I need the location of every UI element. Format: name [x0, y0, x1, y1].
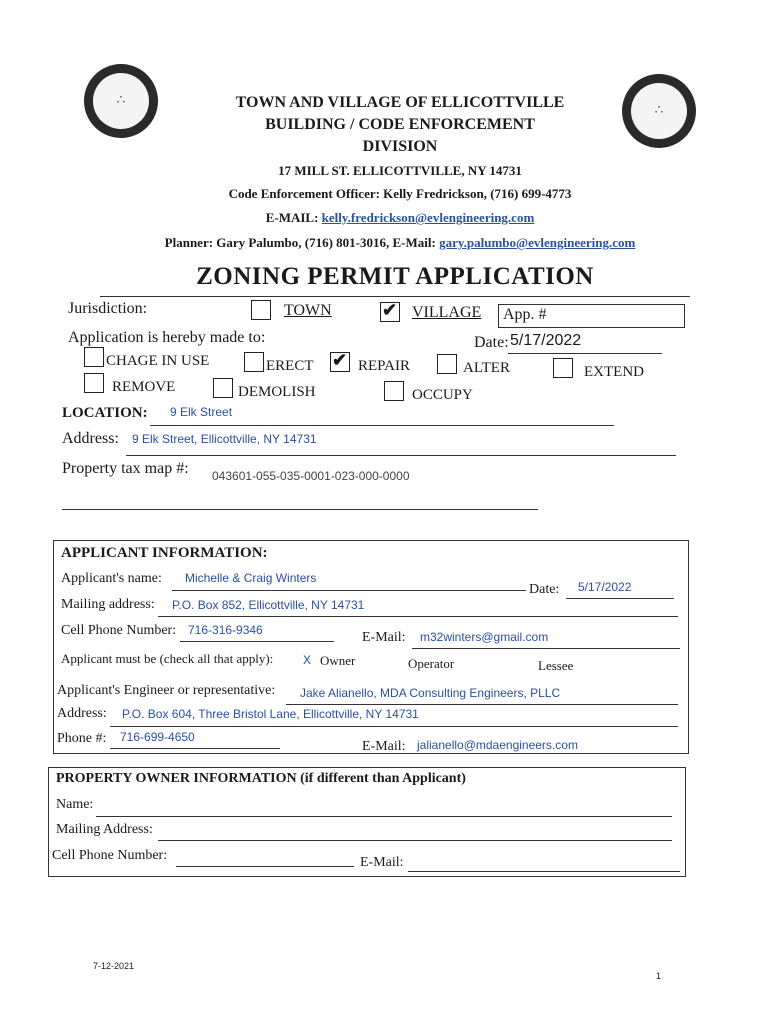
header-line-2: BUILDING / CODE ENFORCEMENT — [265, 116, 535, 133]
owner-check-mark[interactable]: X — [303, 653, 312, 667]
applicant-section-title: APPLICANT INFORMATION: — [61, 545, 268, 561]
applicant-date-value[interactable]: 5/17/2022 — [578, 580, 632, 594]
header-email-label: E-MAIL: — [265, 210, 319, 225]
change-in-use-checkbox[interactable] — [84, 347, 104, 367]
applicant-name-label: Applicant's name: — [61, 571, 162, 586]
applicant-date-label: Date: — [529, 582, 560, 597]
header-address: 17 MILL ST. ELLICOTTVILLE, NY 14731 — [278, 163, 522, 178]
owner-section-title: PROPERTY OWNER INFORMATION (if different than Applicant) — [56, 771, 466, 786]
town-seal-right: ∴ — [622, 74, 696, 148]
owner-cell-rule — [176, 866, 354, 867]
applicant-date-rule — [566, 598, 674, 599]
application-date-value: 5/17/2022 — [510, 332, 582, 349]
applicant-email-label: E-Mail: — [362, 630, 406, 645]
engineer-email-label: E-Mail: — [362, 739, 406, 754]
header-line-1: TOWN AND VILLAGE OF ELLICOTTVILLE — [235, 94, 565, 111]
remove-checkbox[interactable] — [84, 373, 104, 393]
title-rule — [100, 296, 690, 297]
applicant-name-rule — [172, 590, 526, 591]
repair-label: REPAIR — [358, 358, 410, 374]
owner-option-label: Owner — [320, 653, 356, 668]
alter-label: ALTER — [463, 360, 510, 376]
repair-check-mark: ✔ — [332, 350, 348, 370]
cell-phone-label: Cell Phone Number: — [61, 623, 177, 638]
jurisdiction-label: Jurisdiction: — [68, 300, 148, 317]
engineer-email-value[interactable]: jalianello@mdaengineers.com — [417, 738, 578, 752]
header-line-3: DIVISION — [362, 138, 438, 155]
owner-name-rule — [96, 816, 672, 817]
demolish-checkbox[interactable] — [213, 378, 233, 398]
address-label: Address: — [62, 430, 119, 447]
engineer-phone-rule — [110, 748, 280, 749]
owner-email-rule — [408, 871, 680, 872]
header-planner-line — [100, 235, 700, 251]
owner-name-label: Name: — [56, 797, 94, 812]
village-label: VILLAGE — [412, 304, 482, 321]
erect-checkbox[interactable] — [244, 352, 264, 372]
village-checkbox[interactable] — [380, 302, 400, 322]
engineer-value[interactable]: Jake Alianello, MDA Consulting Engineers, PLLC — [300, 686, 561, 700]
application-date-rule — [508, 353, 662, 354]
revision-date: 7-12-2021 — [93, 961, 135, 971]
alter-checkbox[interactable] — [437, 354, 457, 374]
remove-label: REMOVE — [112, 379, 176, 395]
engineer-address-value[interactable]: P.O. Box 604, Three Bristol Lane, Ellicottville, NY 14731 — [122, 707, 419, 721]
engineer-rule — [286, 704, 678, 705]
occupy-checkbox[interactable] — [384, 381, 404, 401]
tax-map-extra-rule — [62, 509, 538, 510]
engineer-phone-value[interactable]: 716-699-4650 — [120, 730, 195, 744]
engineer-address-rule — [110, 726, 678, 727]
app-number-label: App. # — [503, 306, 547, 323]
demolish-label: DEMOLISH — [238, 384, 316, 400]
town-checkbox[interactable] — [251, 300, 271, 320]
engineer-phone-label: Phone #: — [57, 731, 107, 746]
owner-cell-label: Cell Phone Number: — [52, 848, 168, 863]
town-label: TOWN — [284, 302, 332, 319]
applicant-type-label: Applicant must be (check all that apply): — [61, 651, 274, 666]
planner-email-link[interactable]: gary.palumbo@evlengineering.com — [439, 235, 636, 250]
applicant-email-rule — [412, 648, 680, 649]
applicant-email-value[interactable]: m32winters@gmail.com — [420, 630, 549, 644]
page-number: 1 — [656, 971, 662, 981]
extend-label: EXTEND — [584, 364, 644, 380]
mailing-address-label: Mailing address: — [61, 597, 155, 612]
location-rule — [150, 425, 614, 426]
form-title: ZONING PERMIT APPLICATION — [196, 263, 594, 290]
erect-label: ERECT — [266, 358, 314, 374]
application-date-label: Date: — [474, 334, 509, 351]
header-planner: Planner: Gary Palumbo, (716) 801-3016, E-Mail: — [164, 235, 436, 250]
engineer-address-label: Address: — [57, 706, 107, 721]
village-check-mark: ✔ — [382, 300, 398, 320]
cell-phone-value[interactable]: 716-316-9346 — [188, 623, 263, 637]
repair-checkbox[interactable] — [330, 352, 350, 372]
app-number-field[interactable] — [498, 304, 685, 328]
owner-email-label: E-Mail: — [360, 855, 404, 870]
location-value[interactable]: 9 Elk Street — [170, 405, 233, 419]
tax-map-label: Property tax map #: — [62, 460, 189, 477]
officer-email-link[interactable]: kelly.fredrickson@evlengineering.com — [321, 210, 535, 225]
location-label: LOCATION: — [62, 405, 148, 421]
address-value[interactable]: 9 Elk Street, Ellicottville, NY 14731 — [132, 432, 317, 446]
operator-option-label: Operator — [408, 656, 455, 671]
extend-checkbox[interactable] — [553, 358, 573, 378]
mailing-address-value[interactable]: P.O. Box 852, Ellicottville, NY 14731 — [172, 598, 365, 612]
header-email-line — [150, 210, 650, 226]
engineer-label: Applicant's Engineer or representative: — [57, 683, 276, 698]
change-in-use-label: CHAGE IN USE — [106, 353, 210, 369]
lessee-option-label: Lessee — [538, 658, 574, 673]
applicant-name-value[interactable]: Michelle & Craig Winters — [185, 571, 317, 585]
owner-mailing-rule — [158, 840, 672, 841]
application-label: Application is hereby made to: — [68, 329, 266, 346]
header-officer: Code Enforcement Officer: Kelly Fredrickson, (716) 699-4773 — [228, 186, 572, 201]
address-rule — [126, 455, 676, 456]
town-seal-left: ∴ — [84, 64, 158, 138]
mailing-address-rule — [158, 616, 678, 617]
owner-mailing-label: Mailing Address: — [56, 822, 153, 837]
occupy-label: OCCUPY — [412, 387, 473, 403]
tax-map-value[interactable]: 043601-055-035-0001-023-000-0000 — [212, 469, 410, 483]
cell-phone-rule — [180, 641, 334, 642]
